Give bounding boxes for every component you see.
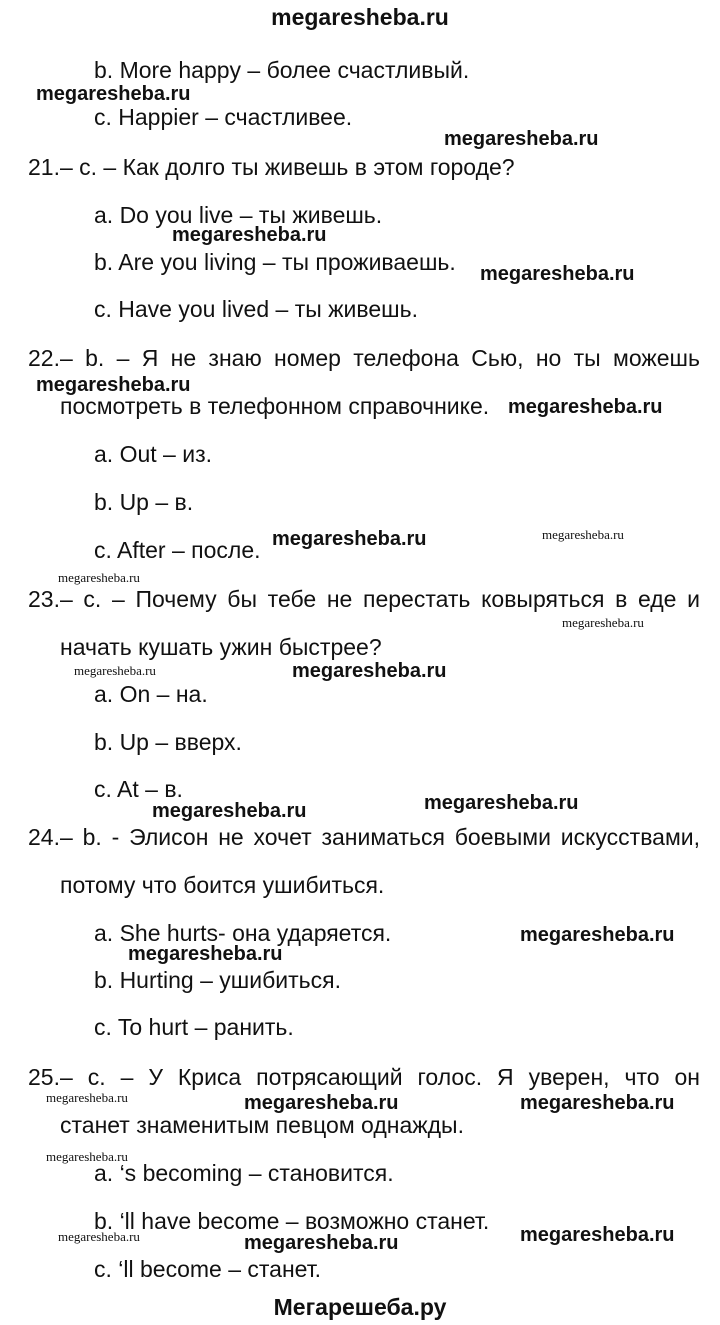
answer-line: a. She hurts- она ударяется. xyxy=(94,920,392,946)
answer-line: c. Have you lived – ты живешь. xyxy=(94,296,418,322)
question-line: 21.– c. – Как долго ты живешь в этом городе? xyxy=(28,154,515,180)
answer-line: a. On – на. xyxy=(94,681,208,707)
watermark-small: megaresheba.ru xyxy=(562,615,644,630)
answer-line: b. Hurting – ушибиться. xyxy=(94,967,341,993)
page-header: megaresheba.ru xyxy=(271,4,449,30)
watermark: megaresheba.ru xyxy=(520,924,675,946)
answer-line: c. To hurt – ранить. xyxy=(94,1014,294,1040)
answer-line: a. Do you live – ты живешь. xyxy=(94,202,383,228)
question-line: потому что боится ушибиться. xyxy=(60,872,385,898)
question-line: 22.– b. – Я не знаю номер телефона Сью, но ты можешь xyxy=(28,345,700,371)
watermark: megaresheba.ru xyxy=(424,792,579,814)
answer-line: c. Happier – счастливее. xyxy=(94,104,353,130)
watermark-small: megaresheba.ru xyxy=(46,1149,128,1164)
question-line: 23.– c. – Почему бы тебе не перестать ковыряться в еде и xyxy=(28,586,700,612)
watermark: megaresheba.ru xyxy=(36,374,191,396)
answer-line: a. Out – из. xyxy=(94,441,212,467)
answer-line: b. Up – в. xyxy=(94,489,194,515)
answer-line: b. More happy – более счастливый. xyxy=(94,57,470,83)
watermark: megaresheba.ru xyxy=(520,1092,675,1114)
watermark: megaresheba.ru xyxy=(36,83,191,105)
watermark: megaresheba.ru xyxy=(244,1232,399,1254)
answer-line: c. ‘ll become – станет. xyxy=(94,1256,322,1282)
watermark: megaresheba.ru xyxy=(272,528,427,550)
watermark: megaresheba.ru xyxy=(520,1224,675,1246)
watermark: megaresheba.ru xyxy=(292,660,447,682)
watermark-small: megaresheba.ru xyxy=(46,1090,128,1105)
question-line: 24.– b. - Элисон не хочет заниматься боевыми искусствами, xyxy=(28,824,700,850)
watermark-small: megaresheba.ru xyxy=(542,527,624,542)
watermark: megaresheba.ru xyxy=(152,800,307,822)
watermark: megaresheba.ru xyxy=(244,1092,399,1114)
watermark-small: megaresheba.ru xyxy=(58,1229,140,1244)
question-line: посмотреть в телефонном справочнике. xyxy=(60,393,490,419)
answer-line: c. At – в. xyxy=(94,776,183,802)
answer-line: b. Are you living – ты проживаешь. xyxy=(94,249,456,275)
page-footer: Мегарешеба.ру xyxy=(273,1294,447,1320)
watermark: megaresheba.ru xyxy=(172,224,327,246)
question-line: станет знаменитым певцом однажды. xyxy=(60,1112,464,1138)
question-line: 25.– c. – У Криса потрясающий голос. Я уверен, что он xyxy=(28,1064,700,1090)
watermark-small: megaresheba.ru xyxy=(74,663,156,678)
watermark: megaresheba.ru xyxy=(444,128,599,150)
answer-line: b. ‘ll have become – возможно станет. xyxy=(94,1208,490,1234)
watermark: megaresheba.ru xyxy=(508,396,663,418)
question-line: начать кушать ужин быстрее? xyxy=(60,634,382,660)
watermark-small: megaresheba.ru xyxy=(58,570,140,585)
answer-line: a. ‘s becoming – становится. xyxy=(94,1160,394,1186)
answer-line: b. Up – вверх. xyxy=(94,729,242,755)
answer-line: c. After – после. xyxy=(94,537,261,563)
watermark: megaresheba.ru xyxy=(480,263,635,285)
watermark: megaresheba.ru xyxy=(128,943,283,965)
